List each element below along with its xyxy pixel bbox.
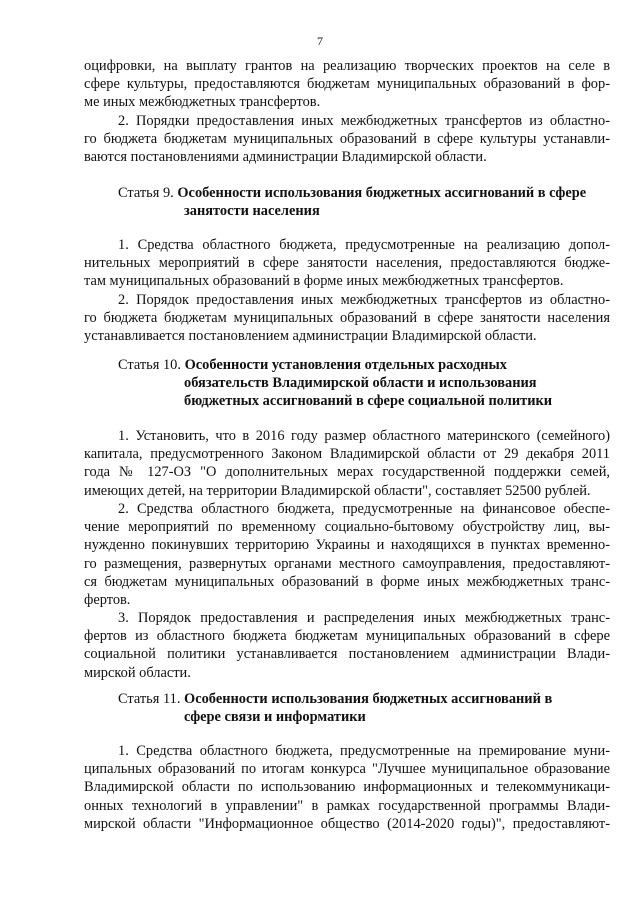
text-line: 2. Порядки предоставления иных межбюджетных трансфертов из областно-: [118, 113, 610, 129]
text-line: мирской области.: [84, 664, 191, 681]
article-title-line: бюджетных ассигнований в сфере социальной политики: [184, 393, 553, 410]
text-line: го бюджета бюджетам муниципальных образований в сфере культуры устанавли-: [84, 131, 610, 148]
text-line: фертов из областного бюджета бюджетам муниципальных образований в сфере: [84, 628, 610, 645]
text-line: социальной политики устанавливается постановлением администрации Влади-: [84, 646, 610, 663]
text-line: имеющих детей, на территории Владимирской области", составляет 52500 рублей.: [84, 482, 591, 499]
text-line: нительных мероприятий в сфере занятости населения, предоставляются бюдже-: [84, 255, 610, 272]
article-title-line: Особенности использования бюджетных ассигнований в сфере: [177, 185, 587, 201]
article-10-heading: [118, 356, 618, 411]
article-9-paragraph-1: [84, 236, 610, 291]
page-number: 7: [317, 34, 323, 48]
text-line: 3. Порядок предоставления и распределения иных межбюджетных транс-: [118, 610, 610, 626]
text-line: 2. Порядок предоставления иных межбюджетных трансфертов из областно-: [118, 292, 610, 308]
text-line: года № 127-ОЗ "О дополнительных мерах государственной поддержки семей,: [84, 464, 610, 481]
article-11-heading: [118, 690, 618, 726]
article-11-paragraph-1: [84, 742, 610, 833]
text-line: ся бюджетам муниципальных образований в форме иных межбюджетных транс-: [84, 573, 610, 590]
text-line: чение мероприятий по временному социально-бытовому обустройству лиц, вы-: [84, 519, 610, 536]
article-title-line: занятости населения: [184, 203, 320, 220]
text-line: устанавливается постановлением администрации Владимирской области.: [84, 328, 537, 345]
article-10-paragraph-1: [84, 427, 610, 500]
article-title-line: обязательств Владимирской области и использования: [184, 375, 537, 392]
text-line: 1. Установить, что в 2016 году размер областного материнского (семейного): [118, 428, 610, 444]
text-line: оцифровки, на выплату грантов на реализацию творческих проектов на селе в: [84, 58, 610, 74]
text-line: капитала, предусмотренного Законом Владимирской области от 29 декабря 2011: [84, 446, 610, 463]
paragraph-culture-2: [84, 112, 610, 167]
text-line: 1. Средства областного бюджета, предусмотренные на реализацию допол-: [118, 237, 610, 253]
article-9-paragraph-2: [84, 291, 610, 346]
text-line: там муниципальных образований в форме иных межбюджетных трансфертов.: [84, 273, 564, 290]
text-line: нужденно покинувших территорию Украины и находящихся в пунктах временно-: [84, 537, 610, 554]
article-number: Статья 9.: [118, 185, 174, 201]
article-title-line: Особенности использования бюджетных ассигнований в: [184, 691, 553, 707]
text-line: 2. Средства областного бюджета, предусмотренные на финансовое обеспе-: [118, 501, 610, 517]
text-line: мирской области "Информационное общество (2014-2020 годы)", предоставляют-: [84, 815, 610, 832]
article-title-line: Особенности установления отдельных расходных: [184, 357, 507, 373]
text-line: ваются постановлениями администрации Владимирской области.: [84, 149, 487, 166]
text-line: сфере культуры, предоставляются бюджетам муниципальных образований в фор-: [84, 76, 610, 93]
text-line: ме иных межбюджетных трансфертов.: [84, 94, 321, 111]
text-line: ципальных образований по итогам конкурса "Лучшее муниципальное образование: [84, 761, 610, 778]
article-number: Статья 10.: [118, 357, 181, 373]
text-line: го размещения, развернутых органами местного самоуправления, предоставляют-: [84, 555, 610, 572]
article-9-heading: [118, 184, 618, 220]
text-line: Владимирской области по использованию информационных и телекоммуникаци-: [84, 779, 610, 796]
text-line: фертов.: [84, 592, 131, 609]
text-line: го бюджета бюджетам муниципальных образований в сфере занятости населения: [84, 310, 610, 327]
article-title-line: сфере связи и информатики: [184, 709, 366, 726]
article-number: Статья 11.: [118, 691, 181, 707]
article-10-paragraph-3: [84, 609, 610, 682]
text-line: онных технологий в управлении" в рамках государственной программы Влади-: [84, 797, 610, 814]
article-10-paragraph-2: [84, 500, 610, 609]
paragraph-culture-continued: [84, 57, 610, 112]
text-line: 1. Средства областного бюджета, предусмотренные на премирование муни-: [118, 743, 610, 759]
